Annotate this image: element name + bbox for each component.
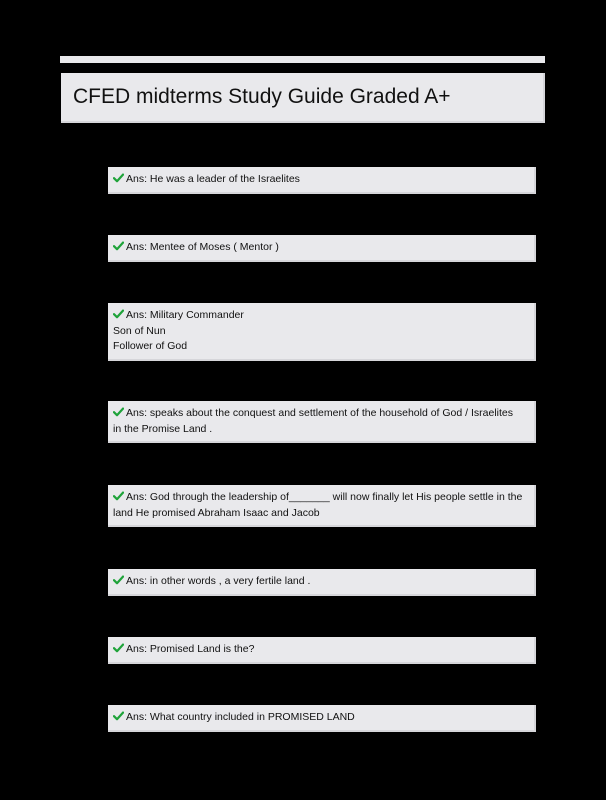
answer-text: Ans: He was a leader of the Israelites: [126, 173, 300, 185]
answer-box: [108, 303, 536, 361]
answer-text: Ans: God through the leadership of_______ will now finally let His people settle in the: [126, 491, 523, 503]
check-icon: [113, 491, 124, 501]
answer-box: [108, 485, 536, 527]
answer-text: Ans: in other words , a very fertile land .: [126, 575, 311, 587]
answer-box: [108, 569, 536, 596]
check-icon: [113, 309, 124, 319]
answer-text: Ans: What country included in PROMISED LAND: [126, 711, 355, 723]
check-icon: [113, 173, 124, 183]
check-icon: [113, 643, 124, 653]
answer-text: Ans: Mentee of Moses ( Mentor ): [126, 241, 279, 253]
answer-box: [108, 401, 536, 443]
answer-text: land He promised Abraham Isaac and Jacob: [113, 506, 320, 519]
answer-text: Son of Nun: [113, 324, 166, 337]
answer-box: [108, 235, 536, 262]
check-icon: [113, 241, 124, 251]
title-header: [61, 73, 545, 123]
answer-text: Ans: Promised Land is the?: [126, 643, 255, 655]
answer-box: [108, 705, 536, 732]
answer-text: Ans: speaks about the conquest and settlement of the household of God / Israelites: [126, 407, 513, 419]
check-icon: [113, 711, 124, 721]
answer-text: Ans: Military Commander: [126, 309, 244, 321]
answer-box: [108, 637, 536, 664]
answer-text: Follower of God: [113, 340, 188, 352]
top-divider: [60, 56, 545, 63]
page-title: CFED midterms Study Guide Graded A+: [73, 85, 451, 108]
check-icon: [113, 407, 124, 417]
answer-text: in the Promise Land .: [113, 422, 213, 435]
answer-box: [108, 167, 536, 194]
check-icon: [113, 575, 124, 585]
